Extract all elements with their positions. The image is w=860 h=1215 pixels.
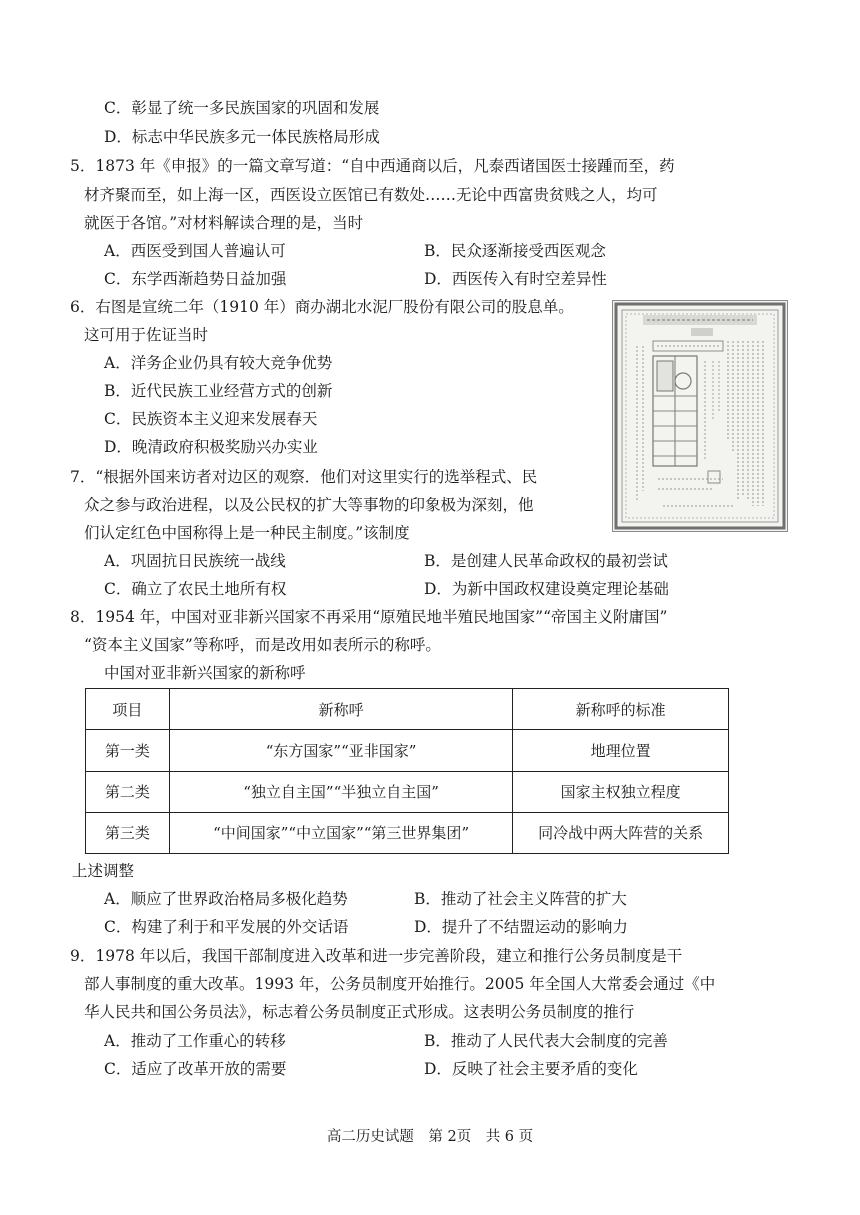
q4-option-d: D．标志中华民族多元一体民族格局形成 — [104, 128, 380, 146]
q6-stem-line1: 6．右图是宣统二年（1910 年）商办湖北水泥厂股份有限公司的股息单。 — [70, 298, 574, 316]
table-header-cell: 新称呼 — [169, 689, 512, 730]
q7-option-b: B．是创建人民革命政权的最初尝试 — [424, 552, 668, 570]
q7-option-d: D．为新中国政权建设奠定理论基础 — [424, 580, 669, 598]
q6-option-c: C．民族资本主义迎来发展春天 — [104, 410, 318, 428]
q9-option-d: D．反映了社会主要矛盾的变化 — [424, 1060, 638, 1078]
table-cell: 地理位置 — [513, 730, 729, 771]
q8-after-table: 上述调整 — [72, 862, 135, 880]
table-header-cell: 项目 — [86, 689, 170, 730]
table-cell: 第一类 — [86, 730, 170, 771]
table-cell: 第三类 — [86, 812, 170, 853]
q4-option-c: C．彰显了统一多民族国家的巩固和发展 — [104, 99, 380, 117]
q5-option-b: B．民众逐渐接受西医观念 — [424, 242, 606, 260]
q9-stem-line3: 华人民共和国公务员法》，标志着公务员制度正式形成。这表明公务员制度的推行 — [84, 1003, 635, 1021]
q9-option-a: A．推动了工作重心的转移 — [104, 1032, 286, 1050]
q7-stem-line3: 们认定红色中国称得上是一种民主制度。”该制度 — [84, 524, 410, 542]
q8-stem-line1: 8．1954 年，中国对亚非新兴国家不再采用“原殖民地半殖民地国家”“帝国主义附庸国” — [70, 608, 668, 626]
q9-option-c: C．适应了改革开放的需要 — [104, 1060, 287, 1078]
table-row — [86, 771, 729, 812]
certificate-drawing — [613, 301, 787, 531]
q7-stem-line2: 众之参与政治进程，以及公民权的扩大等事物的印象极为深刻，他 — [84, 496, 534, 514]
table-cell: “独立自主国”“半独立自主国” — [169, 771, 512, 812]
q8-option-b: B．推动了社会主义阵营的扩大 — [414, 890, 627, 908]
q8-option-c: C．构建了利于和平发展的外交话语 — [104, 918, 349, 936]
q6-option-b: B．近代民族工业经营方式的创新 — [104, 382, 333, 400]
table-cell: 国家主权独立程度 — [513, 771, 729, 812]
q5-option-c: C．东学西渐趋势日益加强 — [104, 270, 287, 288]
table-header-cell: 新称呼的标准 — [513, 689, 729, 730]
q7-option-c: C．确立了农民土地所有权 — [104, 580, 287, 598]
q5-option-a: A．西医受到国人普遍认可 — [104, 242, 286, 260]
q8-table-caption: 中国对亚非新兴国家的新称呼 — [104, 664, 306, 682]
stock-dividend-certificate-image — [612, 300, 788, 532]
table-row — [86, 730, 729, 771]
table-cell: 同冷战中两大阵营的关系 — [513, 812, 729, 853]
q5-stem-line3: 就医于各馆。”对材料解读合理的是，当时 — [84, 214, 364, 232]
q8-stem-line2: “资本主义国家”等称呼，而是改用如表所示的称呼。 — [84, 636, 441, 654]
q9-stem-line1: 9．1978 年以后，我国干部制度进入改革和进一步完善阶段，建立和推行公务员制度是干 — [70, 947, 683, 965]
q5-stem-line1: 5．1873 年《申报》的一篇文章写道：“自中西通商以后，凡泰西诸国医士接踵而至，药 — [70, 157, 675, 175]
q8-table — [85, 688, 729, 854]
table-cell: “中间国家”“中立国家”“第三世界集团” — [169, 812, 512, 853]
page-footer: 高二历史试题 第 2页 共 6 页 — [326, 1129, 534, 1145]
q8-option-d: D．提升了不结盟运动的影响力 — [414, 918, 628, 936]
q5-option-d: D．西医传入有时空差异性 — [424, 270, 607, 288]
q5-stem-line2: 材齐聚而至，如上海一区，西医设立医馆已有数处……无论中西富贵贫贱之人，均可 — [84, 186, 658, 204]
q6-option-a: A．洋务企业仍具有较大竞争优势 — [104, 354, 333, 372]
q9-stem-line2: 部人事制度的重大改革。1993 年，公务员制度开始推行。2005 年全国人大常委会通过《中 — [84, 975, 716, 993]
table-cell: 第二类 — [86, 771, 170, 812]
q7-stem-line1: 7．“根据外国来访者对边区的观察．他们对这里实行的选举程式、民 — [70, 468, 538, 486]
q8-option-a: A．顺应了世界政治格局多极化趋势 — [104, 890, 348, 908]
q6-stem-line2: 这可用于佐证当时 — [84, 326, 209, 344]
q9-option-b: B．推动了人民代表大会制度的完善 — [424, 1032, 668, 1050]
q7-option-a: A．巩固抗日民族统一战线 — [104, 552, 286, 570]
table-header-row — [86, 689, 729, 730]
table-row — [86, 812, 729, 853]
q6-option-d: D．晚清政府积极奖励兴办实业 — [104, 438, 318, 456]
table-cell: “东方国家”“亚非国家” — [169, 730, 512, 771]
